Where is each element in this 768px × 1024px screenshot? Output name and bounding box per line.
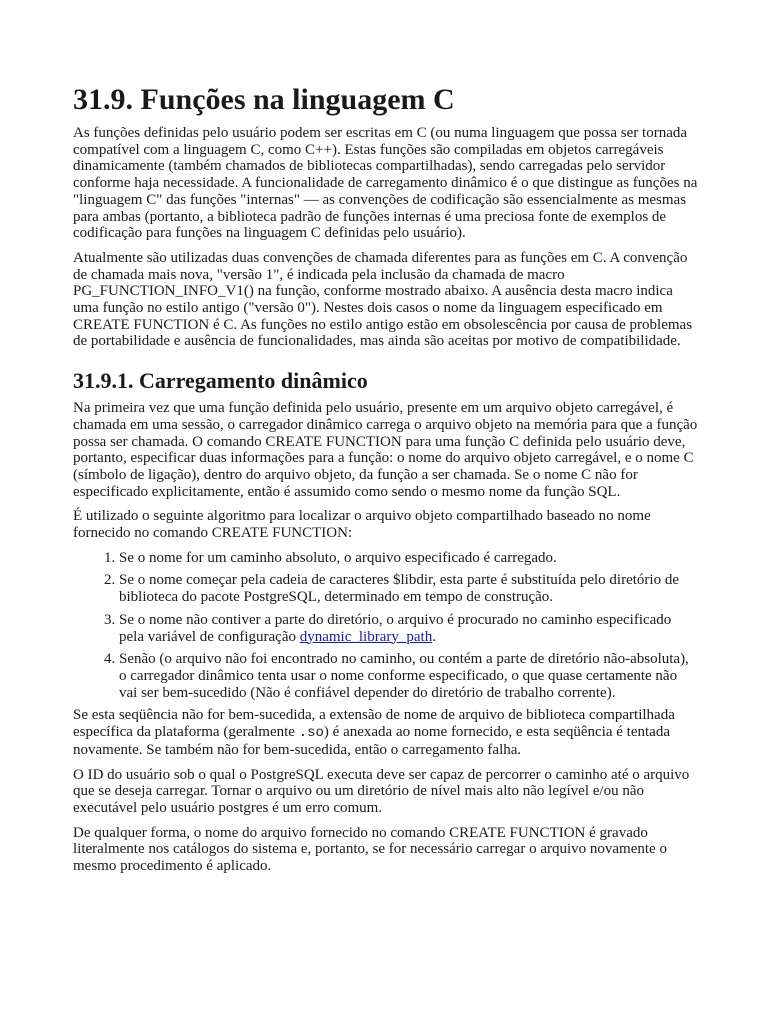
algorithm-list — [73, 550, 698, 702]
page-title: 31.9. Funções na linguagem C — [73, 83, 455, 116]
so-extension-code: .so — [298, 725, 324, 742]
intro-paragraph-1: As funções definidas pelo usuário podem ser escritas em C (ou numa linguagem que possa ser tornada compatível com a linguagem C, como C++). Estas funções são compiladas em objetos carregáveis dinamicamente (também chamados de bibliotecas compartilhadas), sendo carregadas pelo servidor conforme haja necessidade. A funcionalidade de carregamento dinâmico é o que distingue as funções na "linguagem C" das funções "internas" — as convenções de codificação são essencialmente as mesmas para ambas (portanto, a biblioteca padrão de funções internas é uma preciosa fonte de exemplos de codificação para funções na linguagem C definidas pelo usuário). — [73, 125, 698, 242]
section-paragraph-5: De qualquer forma, o nome do arquivo fornecido no comando CREATE FUNCTION é gravado literalmente nos catálogos do sistema e, portanto, se for necessário carregar o arquivo novamente o mesmo procedimento é aplicado. — [73, 824, 667, 875]
paragraph-text: ) é anexada ao nome fornecido, e esta seqüência é tentada novamente. Se também não for bem-sucedida, então o carregamento falha. — [73, 724, 670, 758]
list-item — [119, 612, 698, 645]
list-item: 2. Se o nome começar pela cadeia de caracteres $libdir, esta parte é substituída pelo diretório de biblioteca do pacote PostgreSQL, determinado em tempo de construção. — [119, 572, 698, 605]
dynamic-library-path-link[interactable]: dynamic_library_path — [299, 628, 433, 645]
intro-paragraph-2: Atualmente são utilizadas duas convenções de chamada diferentes para as funções em C. A convenção de chamada mais nova, "versão 1", é indicada pela inclusão da chamada de macro PG_FUNCTION_INFO_V1() na função, conforme mostrado abaixo. A ausência desta macro indica uma função no estilo antigo ("versão 0"). Nestes dois casos o nome da linguagem especificado em CREATE FUNCTION é C. As funções no estilo antigo estão em obsolescência por causa de problemas de portabilidade e ausência de funcionalidades, mas ainda são aceitas por motivo de compatibilidade. — [73, 249, 693, 350]
section-paragraph-3 — [73, 707, 698, 758]
paragraph-text: Se esta seqüência não for bem-sucedida, a extensão de nome de arquivo de biblioteca compartilhada específica da plataforma (geralmente — [73, 707, 675, 741]
section-paragraph-2: É utilizado o seguinte algoritmo para localizar o arquivo objeto compartilhado baseado no nome fornecido no comando CREATE FUNCTION: — [73, 508, 651, 542]
list-item: 4. Senão (o arquivo não foi encontrado no caminho, ou contém a parte de diretório não-absoluta), o carregador dinâmico tenta usar o nome conforme especificado, o que quase certamente não vai ser bem-sucedido (Não é confiável depender do diretório de trabalho corrente). — [119, 651, 698, 701]
list-item-text: Se o nome não contiver a parte do diretório, o arquivo é procurado no caminho especificado pela variável de configuração — [119, 611, 672, 645]
section-title: 31.9.1. Carregamento dinâmico — [73, 368, 368, 394]
list-item: 1. Se o nome for um caminho absoluto, o arquivo especificado é carregado. — [119, 550, 698, 567]
list-item-text: . — [432, 628, 436, 645]
section-paragraph-4: O ID do usuário sob o qual o PostgreSQL executa deve ser capaz de percorrer o caminho até o arquivo que se deseja carregar. Tornar o arquivo ou um diretório de nível mais alto não legível e/ou não executável pelo usuário postgres é um erro comum. — [73, 766, 690, 816]
section-paragraph-1: Na primeira vez que uma função definida pelo usuário, presente em um arquivo objeto carregável, é chamada em uma sessão, o carregador dinâmico carrega o arquivo objeto na memória para que a função possa ser chamada. O comando CREATE FUNCTION para uma função C definida pelo usuário deve, portanto, especificar duas informações para a função: o nome do arquivo objeto carregável, e o nome C (símbolo de ligação), dentro do arquivo objeto, da função a ser chamada. Se o nome C não for especificado explicitamente, então é assumido como sendo o mesmo nome da função SQL. — [73, 400, 698, 500]
